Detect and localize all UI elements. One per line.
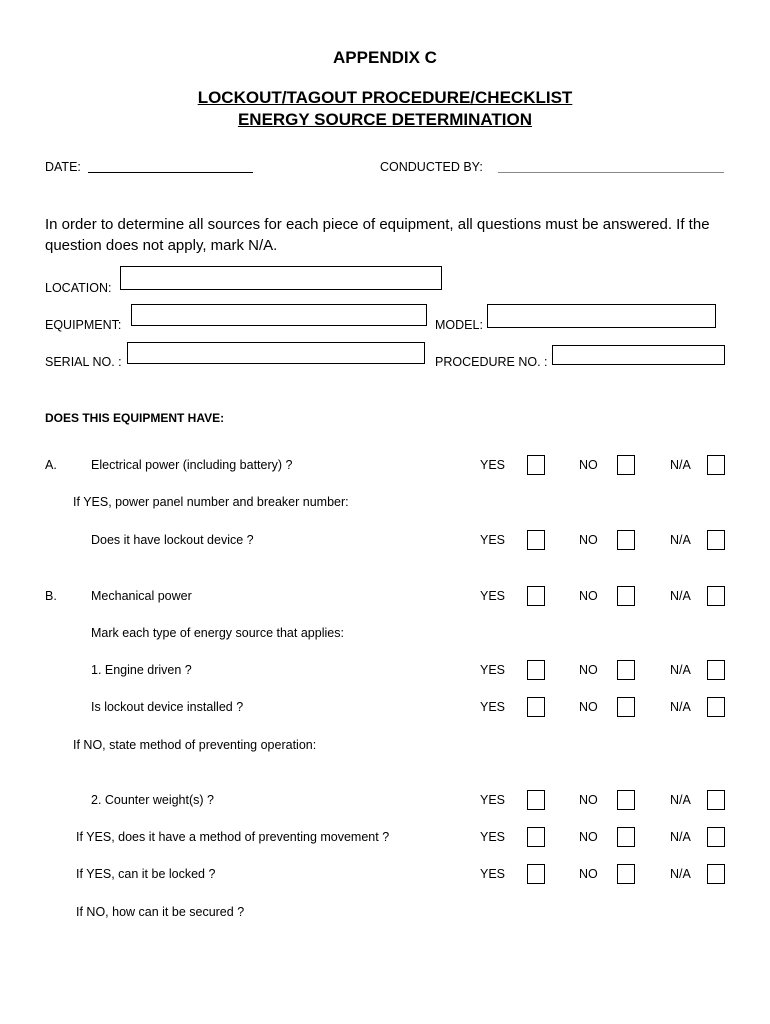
- yes-label: YES: [480, 533, 506, 547]
- lockout-no-checkbox[interactable]: [617, 530, 635, 550]
- no-label: NO: [579, 663, 598, 677]
- na-label: N/A: [670, 458, 691, 472]
- date-label: DATE:: [45, 160, 81, 174]
- power-panel-prompt: If YES, power panel number and breaker number:: [73, 495, 349, 509]
- installed-na-checkbox[interactable]: [707, 697, 725, 717]
- electrical-yes-checkbox[interactable]: [527, 455, 545, 475]
- yes-label: YES: [480, 867, 506, 881]
- mechanical-na-checkbox[interactable]: [707, 586, 725, 606]
- no-label: NO: [579, 589, 598, 603]
- no-label: NO: [579, 533, 598, 547]
- lockout-yes-checkbox[interactable]: [527, 530, 545, 550]
- item-a-question: Electrical power (including battery) ?: [91, 458, 293, 472]
- engine-na-checkbox[interactable]: [707, 660, 725, 680]
- date-line[interactable]: [88, 158, 253, 173]
- can-be-locked-question: If YES, can it be locked ?: [76, 867, 216, 881]
- procedure-field[interactable]: [552, 345, 725, 365]
- movement-no-checkbox[interactable]: [617, 827, 635, 847]
- locked-yes-checkbox[interactable]: [527, 864, 545, 884]
- model-label: MODEL:: [435, 318, 483, 332]
- yes-label: YES: [480, 589, 506, 603]
- counterweight-no-checkbox[interactable]: [617, 790, 635, 810]
- locked-no-checkbox[interactable]: [617, 864, 635, 884]
- item-a-letter: A.: [45, 458, 57, 472]
- electrical-no-checkbox[interactable]: [617, 455, 635, 475]
- serial-label: SERIAL NO. :: [45, 355, 122, 369]
- conducted-by-label: CONDUCTED BY:: [380, 160, 483, 174]
- counter-weight-question: 2. Counter weight(s) ?: [91, 793, 214, 807]
- energy-source-prompt: Mark each type of energy source that applies:: [91, 626, 344, 640]
- mechanical-no-checkbox[interactable]: [617, 586, 635, 606]
- location-field[interactable]: [120, 266, 442, 290]
- installed-no-checkbox[interactable]: [617, 697, 635, 717]
- na-label: N/A: [670, 830, 691, 844]
- electrical-na-checkbox[interactable]: [707, 455, 725, 475]
- na-label: N/A: [670, 867, 691, 881]
- no-label: NO: [579, 458, 598, 472]
- conducted-by-line[interactable]: [498, 158, 724, 173]
- form-title: LOCKOUT/TAGOUT PROCEDURE/CHECKLIST: [197, 88, 573, 107]
- na-label: N/A: [670, 533, 691, 547]
- locked-na-checkbox[interactable]: [707, 864, 725, 884]
- engine-driven-question: 1. Engine driven ?: [91, 663, 192, 677]
- engine-no-checkbox[interactable]: [617, 660, 635, 680]
- no-label: NO: [579, 700, 598, 714]
- movement-na-checkbox[interactable]: [707, 827, 725, 847]
- how-secured-prompt: If NO, how can it be secured ?: [76, 905, 245, 919]
- yes-label: YES: [480, 663, 506, 677]
- counterweight-na-checkbox[interactable]: [707, 790, 725, 810]
- lockout-device-question: Does it have lockout device ?: [91, 533, 254, 547]
- counterweight-yes-checkbox[interactable]: [527, 790, 545, 810]
- movement-yes-checkbox[interactable]: [527, 827, 545, 847]
- appendix-title: APPENDIX C: [333, 48, 437, 67]
- yes-label: YES: [480, 830, 506, 844]
- section-heading: DOES THIS EQUIPMENT HAVE:: [45, 411, 225, 425]
- no-label: NO: [579, 793, 598, 807]
- engine-yes-checkbox[interactable]: [527, 660, 545, 680]
- instructions-text: In order to determine all sources for each piece of equipment, all questions must be answered. If the question does not apply, mark N/A.: [45, 216, 710, 254]
- equipment-field[interactable]: [131, 304, 427, 326]
- item-b-letter: B.: [45, 589, 57, 603]
- no-label: NO: [579, 867, 598, 881]
- equipment-label: EQUIPMENT:: [45, 318, 122, 332]
- preventing-movement-question: If YES, does it have a method of preventing movement ?: [76, 830, 390, 844]
- location-label: LOCATION:: [45, 281, 112, 295]
- model-field[interactable]: [487, 304, 716, 328]
- lockout-installed-question: Is lockout device installed ?: [91, 700, 244, 714]
- lockout-na-checkbox[interactable]: [707, 530, 725, 550]
- yes-label: YES: [480, 793, 506, 807]
- no-label: NO: [579, 830, 598, 844]
- na-label: N/A: [670, 589, 691, 603]
- mechanical-yes-checkbox[interactable]: [527, 586, 545, 606]
- installed-yes-checkbox[interactable]: [527, 697, 545, 717]
- item-b-question: Mechanical power: [91, 589, 192, 603]
- procedure-label: PROCEDURE NO. :: [435, 355, 548, 369]
- serial-field[interactable]: [127, 342, 425, 364]
- na-label: N/A: [670, 700, 691, 714]
- yes-label: YES: [480, 700, 506, 714]
- na-label: N/A: [670, 793, 691, 807]
- form-subtitle: ENERGY SOURCE DETERMINATION: [237, 110, 533, 129]
- yes-label: YES: [480, 458, 506, 472]
- preventing-operation-prompt: If NO, state method of preventing operation:: [73, 738, 317, 752]
- na-label: N/A: [670, 663, 691, 677]
